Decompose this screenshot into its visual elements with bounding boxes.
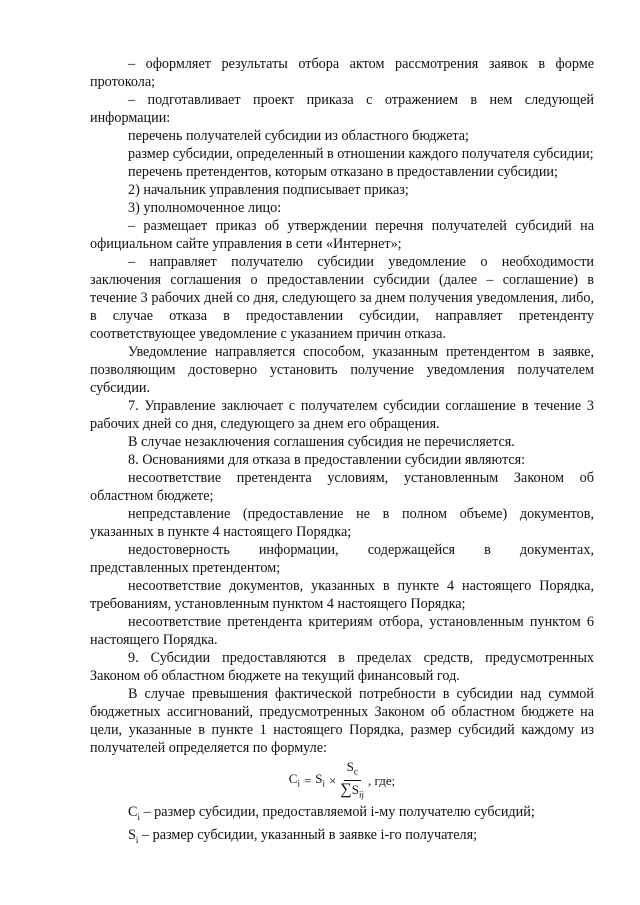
formula-numerator: $S_c$	[344, 759, 361, 781]
paragraph: 9. Субсидии предоставляются в пределах средств, предусмотренных Законом об областном бюджете на текущий финансовый год.	[90, 650, 594, 684]
paragraph: перечень претендентов, которым отказано в предоставлении субсидии;	[128, 164, 558, 180]
formula-fraction	[340, 759, 364, 803]
paragraph: В случае незаключения соглашения субсидия не перечисляется.	[128, 434, 515, 450]
paragraph: несоответствие претендента условиям, установленным Законом об областном бюджете;	[90, 470, 594, 504]
paragraph: 3) уполномоченное лицо:	[128, 200, 282, 216]
paragraph: Уведомление направляется способом, указанным претендентом в заявке, позволяющим достоверно установить получение уведомления получателем субсидии.	[90, 344, 594, 396]
formula-tail: , где;	[368, 773, 396, 789]
paragraph: – размещает приказ об утверждении перечня получателей субсидий на официальном сайте управления в сети «Интернет»;	[90, 218, 594, 252]
paragraph: несоответствие документов, указанных в пункте 4 настоящего Порядка, требованиям, установленным пунктом 4 настоящего Порядка;	[90, 578, 594, 612]
paragraph: размер субсидии, определенный в отношении каждого получателя субсидии;	[128, 146, 594, 162]
paragraph: недостоверность информации, содержащейся в документах, представленных претендентом;	[90, 542, 594, 576]
paragraph: 7. Управление заключает с получателем субсидии соглашение в течение 3 рабочих дней со дня, следующего за днем его обращения.	[90, 398, 594, 432]
paragraph: 2) начальник управления подписывает приказ;	[128, 182, 409, 198]
paragraph: В случае превышения фактической потребности в субсидии над суммой бюджетных ассигнований, предусмотренных Законом об областном бюджете на цели, указанные в пункте 1 настоящего Порядка, размер субсидий каждому из получателей определяется по формуле:	[90, 686, 594, 756]
paragraph: перечень получателей субсидии из областного бюджета;	[128, 128, 470, 144]
document-page	[90, 55, 594, 849]
definition-c: $C_i$ – размер субсидии, предоставляемой i-му получателю субсидий;	[128, 804, 535, 822]
formula-times: ×	[329, 773, 337, 789]
paragraph: – подготавливает проект приказа с отражением в нем следующей информации:	[90, 92, 594, 126]
paragraph: – направляет получателю субсидии уведомление о необходимости заключения соглашения о предоставлении субсидии (далее – соглашение) в течение 3 рабочих дней со дня, следующего за днем получения уведомления, либо, в случае отказа в предоставлении субсидии, направляет претенденту соответствующее уведомление с указанием причин отказа.	[90, 254, 594, 342]
formula	[90, 759, 594, 799]
paragraph: несоответствие претендента критериям отбора, установленным пунктом 6 настоящего Порядка.	[90, 614, 594, 648]
paragraph: непредставление (предоставление не в полном объеме) документов, указанных в пункте 4 настоящего Порядка;	[90, 506, 594, 540]
formula-s: $S_i$	[315, 770, 326, 789]
formula-eq: =	[303, 773, 312, 789]
formula-denominator: $\sum S_{ij}$	[340, 780, 365, 800]
paragraph: – оформляет результаты отбора актом рассмотрения заявок в форме протокола;	[90, 56, 594, 90]
paragraph: 8. Основаниями для отказа в предоставлении субсидии являются:	[128, 452, 526, 468]
definition-s: $S_i$ – размер субсидии, указанный в заявке i-го получателя;	[128, 826, 478, 845]
formula-lhs: $C_i$	[288, 770, 300, 789]
